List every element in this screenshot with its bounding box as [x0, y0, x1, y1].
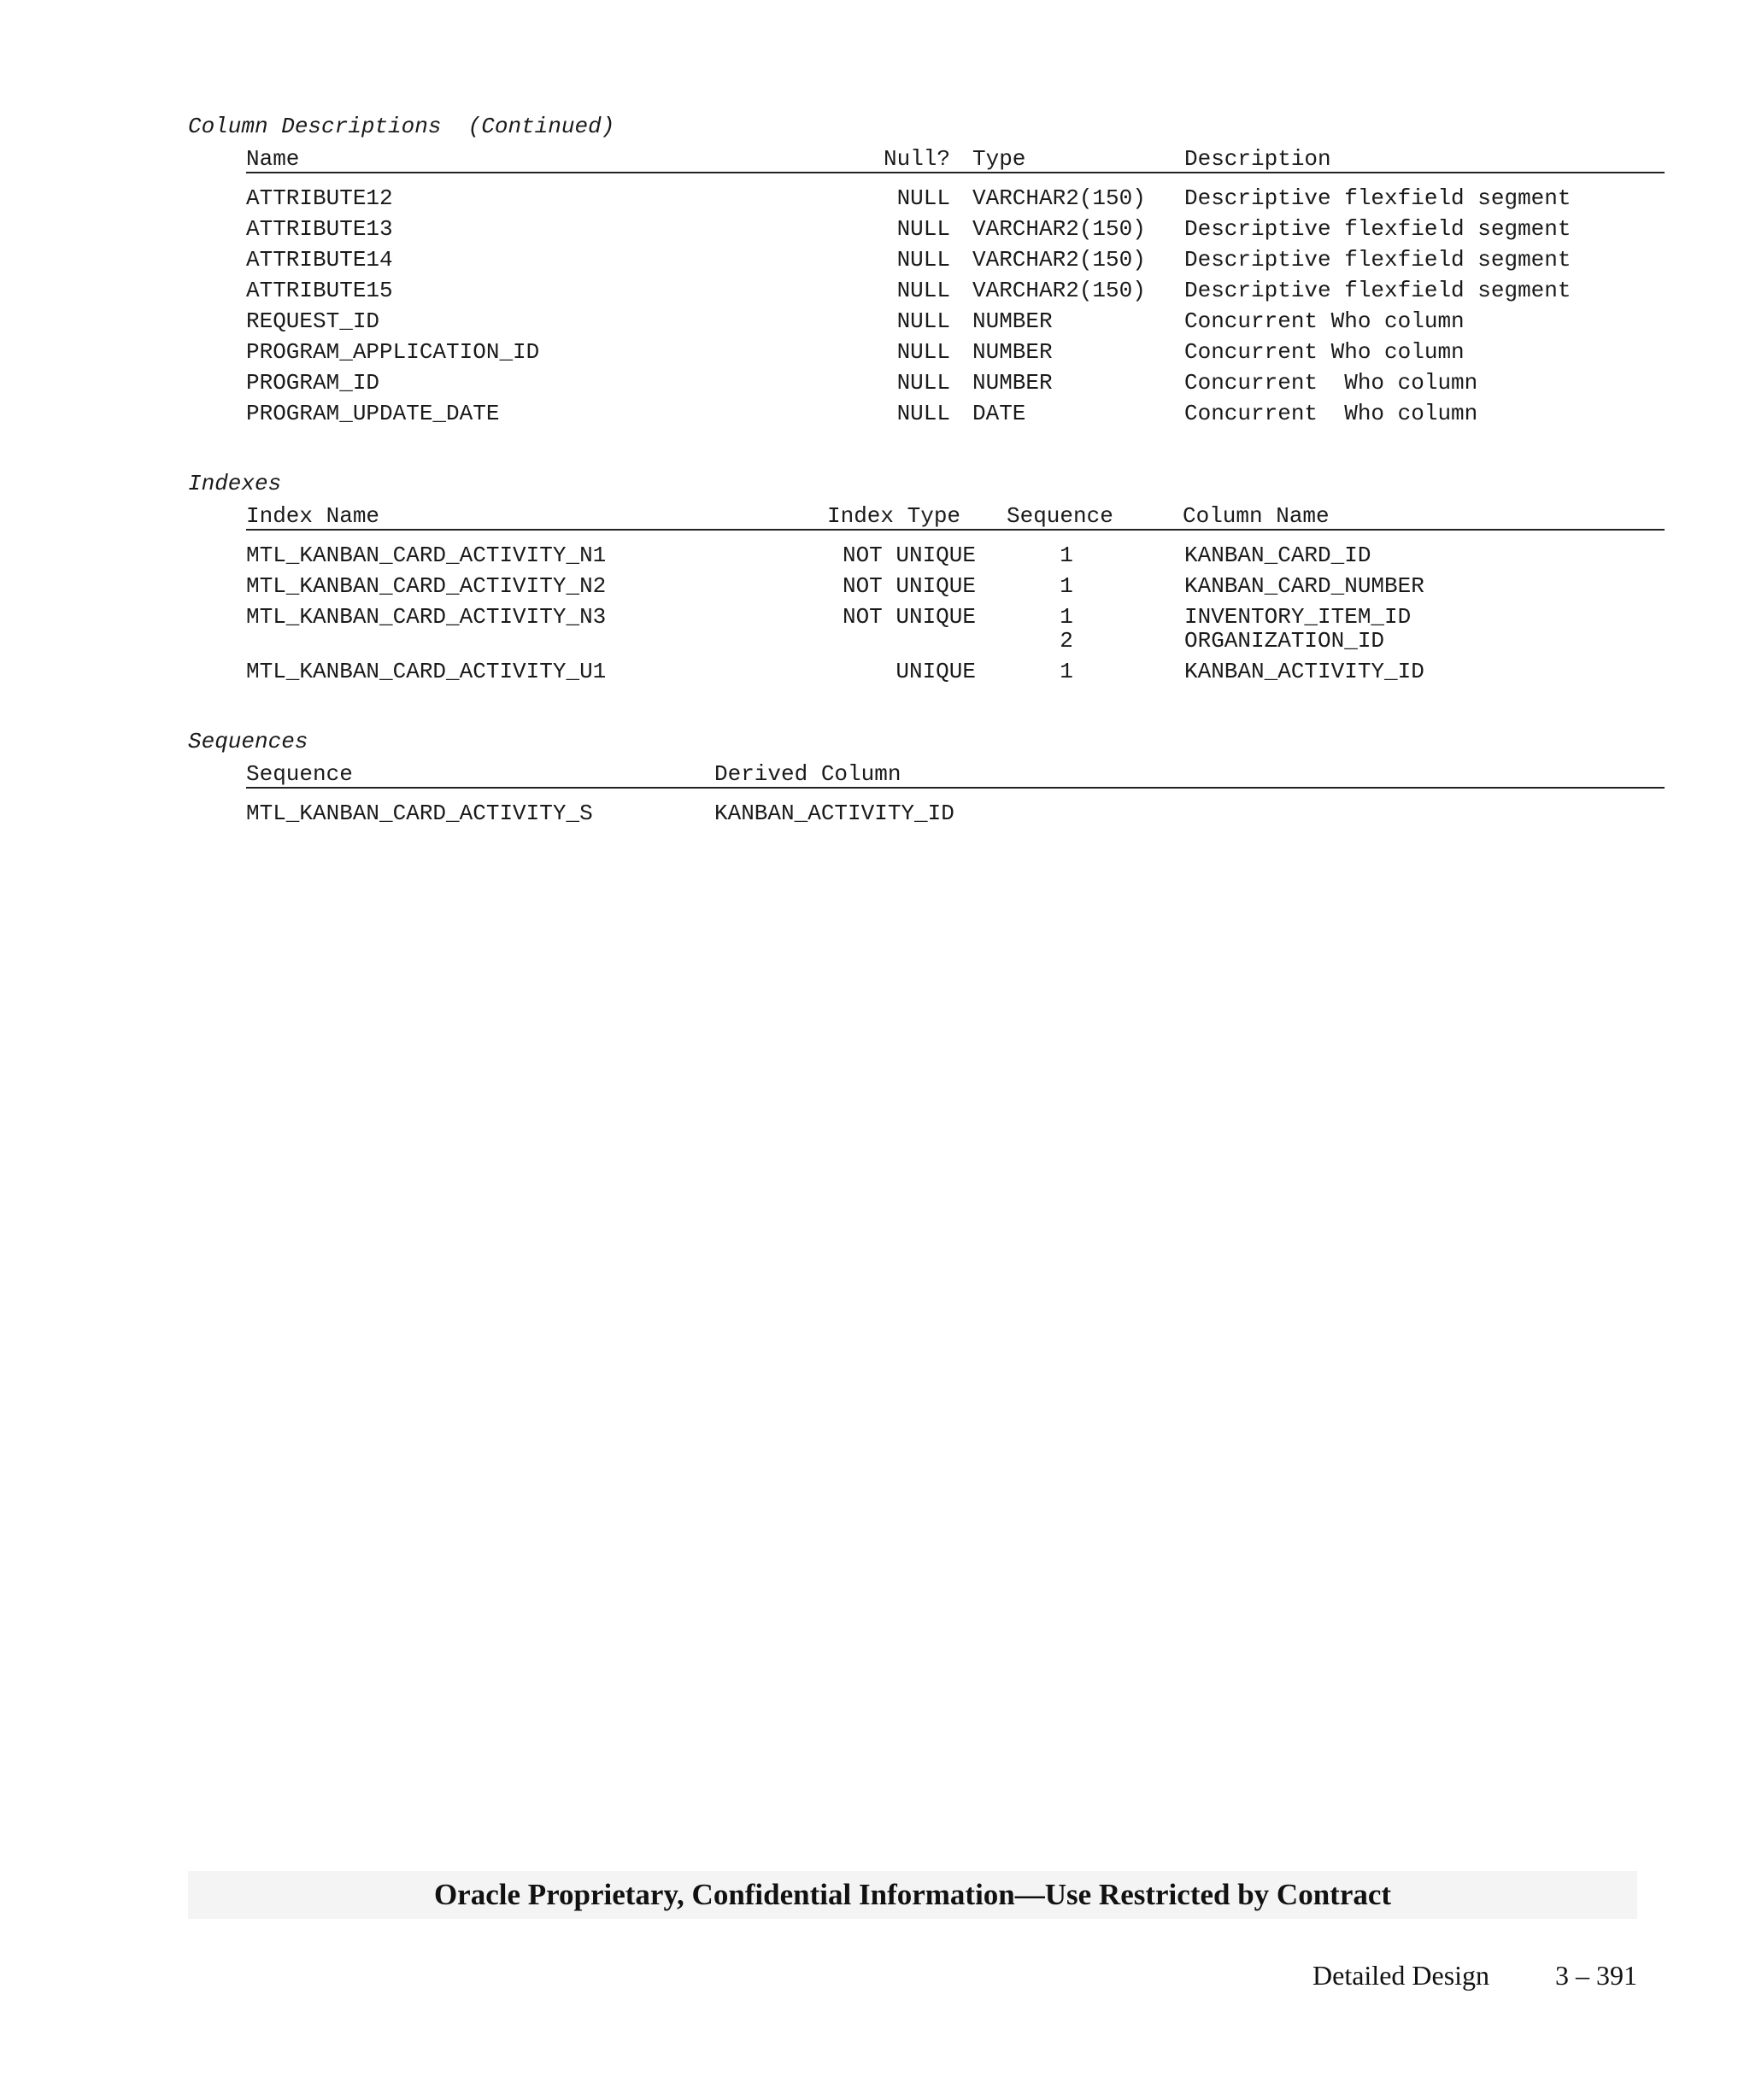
column-descriptions-title	[188, 111, 614, 142]
null-value: NULL	[896, 308, 950, 334]
column-name: PROGRAM_ID	[246, 370, 380, 396]
index-name: MTL_KANBAN_CARD_ACTIVITY_U1	[246, 659, 607, 684]
null-value: NULL	[896, 247, 950, 273]
header-rule	[246, 787, 1665, 789]
confidential-banner	[188, 1871, 1637, 1919]
data-type: VARCHAR2(150)	[972, 247, 1146, 273]
indexes-title: Indexes	[188, 471, 282, 496]
banner-text: Oracle Proprietary, Confidential Information––Use Restricted by Contract	[433, 1878, 1392, 1911]
data-type: VARCHAR2(150)	[972, 185, 1146, 211]
index-column-name: KANBAN_CARD_ID	[1184, 543, 1371, 568]
index-sequence: 1	[1060, 543, 1073, 568]
index-sequence: 1	[1060, 659, 1073, 684]
index-type: UNIQUE	[896, 659, 976, 684]
null-value: NULL	[896, 401, 950, 426]
header-rule	[246, 172, 1665, 173]
column-name: ATTRIBUTE15	[246, 278, 393, 303]
index-sequence: 1	[1060, 604, 1073, 630]
footer-section: Detailed Design	[1312, 1960, 1490, 1991]
data-type: DATE	[972, 401, 1026, 426]
header-description: Description	[1184, 146, 1331, 172]
column-description: Descriptive flexfield segment	[1184, 185, 1571, 211]
index-type: NOT UNIQUE	[842, 604, 976, 630]
index-name: MTL_KANBAN_CARD_ACTIVITY_N1	[246, 543, 607, 568]
header-null: Null?	[883, 146, 950, 172]
header-name: Name	[246, 146, 300, 172]
header-index-type: Index Type	[827, 503, 961, 529]
footer-page-number: 3 – 391	[1555, 1960, 1637, 1991]
sequences-title: Sequences	[188, 729, 308, 754]
header-sequence: Sequence	[1007, 503, 1113, 529]
index-column-name: KANBAN_ACTIVITY_ID	[1184, 659, 1424, 684]
index-name: MTL_KANBAN_CARD_ACTIVITY_N3	[246, 604, 607, 630]
column-description: Concurrent Who column	[1184, 370, 1478, 396]
column-description: Concurrent Who column	[1184, 308, 1465, 334]
column-name: PROGRAM_UPDATE_DATE	[246, 401, 500, 426]
column-description: Descriptive flexfield segment	[1184, 216, 1571, 242]
index-column-name: ORGANIZATION_ID	[1184, 628, 1385, 654]
data-type: VARCHAR2(150)	[972, 216, 1146, 242]
column-name: ATTRIBUTE14	[246, 247, 393, 273]
column-description: Concurrent Who column	[1184, 401, 1478, 426]
continued-label: (Continued)	[467, 114, 615, 139]
data-type: NUMBER	[972, 339, 1053, 365]
column-description: Concurrent Who column	[1184, 339, 1465, 365]
index-column-name: KANBAN_CARD_NUMBER	[1184, 573, 1424, 599]
data-type: NUMBER	[972, 308, 1053, 334]
header-column-name: Column Name	[1183, 503, 1330, 529]
null-value: NULL	[896, 216, 950, 242]
null-value: NULL	[896, 278, 950, 303]
sequence-name: MTL_KANBAN_CARD_ACTIVITY_S	[246, 801, 593, 826]
column-name: REQUEST_ID	[246, 308, 380, 334]
column-description: Descriptive flexfield segment	[1184, 247, 1571, 273]
data-type: NUMBER	[972, 370, 1053, 396]
header-derived-column: Derived Column	[714, 761, 901, 787]
section-title: Column Descriptions	[188, 114, 442, 139]
index-type: NOT UNIQUE	[842, 543, 976, 568]
header-rule	[246, 529, 1665, 531]
data-type: VARCHAR2(150)	[972, 278, 1146, 303]
index-name: MTL_KANBAN_CARD_ACTIVITY_N2	[246, 573, 607, 599]
index-type: NOT UNIQUE	[842, 573, 976, 599]
null-value: NULL	[896, 370, 950, 396]
null-value: NULL	[896, 185, 950, 211]
header-type: Type	[972, 146, 1026, 172]
derived-column: KANBAN_ACTIVITY_ID	[714, 801, 954, 826]
header-index-name: Index Name	[246, 503, 380, 529]
header-seq-sequence: Sequence	[246, 761, 353, 787]
column-description: Descriptive flexfield segment	[1184, 278, 1571, 303]
column-name: PROGRAM_APPLICATION_ID	[246, 339, 540, 365]
index-sequence: 1	[1060, 573, 1073, 599]
index-column-name: INVENTORY_ITEM_ID	[1184, 604, 1412, 630]
column-name: ATTRIBUTE13	[246, 216, 393, 242]
index-sequence: 2	[1060, 628, 1073, 654]
null-value: NULL	[896, 339, 950, 365]
column-name: ATTRIBUTE12	[246, 185, 393, 211]
